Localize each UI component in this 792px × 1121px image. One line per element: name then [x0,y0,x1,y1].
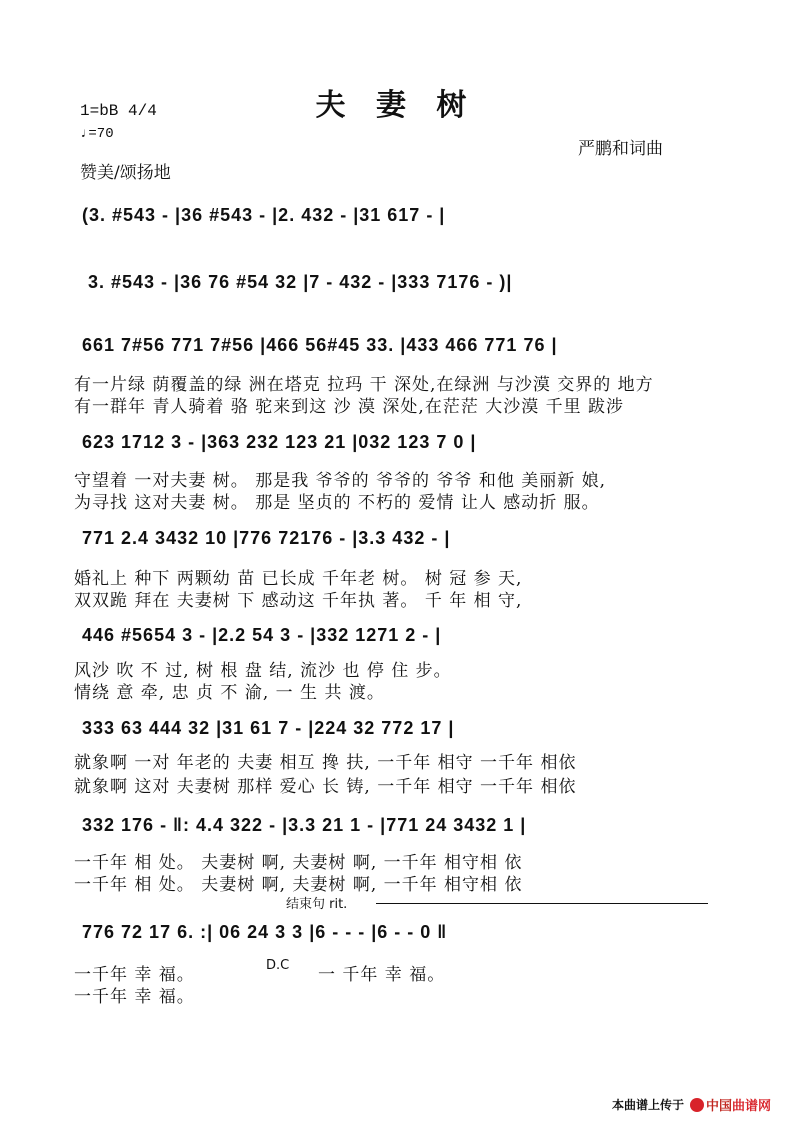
lyric-row-4-verse-1: 守望着 一对夫妻 树。 那是我 爷爷的 爷爷的 爷爷 和他 美丽新 娘, [74,471,607,491]
score-row-7: 333 63 444 32 |31 61 7 - |224 32 772 17 | [82,718,455,738]
site-logo-icon [690,1098,704,1112]
lyric-row-6-verse-2: 情绕 意 牵, 忠 贞 不 渝, 一 生 共 渡。 [74,683,385,703]
lyric-row-3-verse-2: 有一群年 青人骑着 骆 驼来到这 沙 漠 深处,在茫茫 大沙漠 千里 跋涉 [74,397,625,417]
score-row-5: 771 2.4 3432 10 |776 72176 - |3.3 432 - | [82,528,451,548]
key-signature: 1=bB 4/4 [80,102,157,120]
lyric-row-4-verse-2: 为寻找 这对夫妻 树。 那是 坚贞的 不朽的 爱情 让人 感动折 服。 [74,493,600,513]
upload-note: 本曲谱上传于 [612,1098,685,1112]
lyric-row-6-verse-1: 风沙 吹 不 过, 树 根 盘 结, 流沙 也 停 住 步。 [74,661,452,681]
lyric-row-3-verse-1: 有一片绿 荫覆盖的绿 洲在塔克 拉玛 干 深处,在绿洲 与沙漠 交界的 地方 [74,375,654,395]
score-row-8: 332 176 - ‖: 4.4 322 - |3.3 21 1 - |771 24 3432 1 | [82,815,527,835]
lyric-row-9-verse-1: 一千年 幸 福。 [74,965,195,985]
score-row-6: 446 #5654 3 - |2.2 54 3 - |332 1271 2 - | [82,625,442,645]
page-title: 夫 妻 树 [315,88,477,123]
rit-line [376,903,708,904]
score-row-3: 661 7#56 771 7#56 |466 56#45 33. |433 466 771 76 | [82,335,558,355]
lyric-row-8-verse-2: 一千年 相 处。 夫妻树 啊, 夫妻树 啊, 一千年 相守相 依 [74,875,523,895]
score-row-1: (3. #543 - |36 #543 - |2. 432 - |31 617 - | [82,205,446,225]
score-row-9: 776 72 17 6. :| 06 24 3 3 |6 - - - |6 - - 0 ‖ [82,922,448,942]
lyric-row-7-verse-1: 就象啊 一对 年老的 夫妻 相互 搀 扶, 一千年 相守 一千年 相依 [74,753,577,773]
score-row-4: 623 1712 3 - |363 232 123 21 |032 123 7 0 | [82,432,477,452]
expression-marking: 赞美/颂扬地 [80,163,171,183]
site-logo [690,1095,771,1114]
lyric-row-8-verse-1: 一千年 相 处。 夫妻树 啊, 夫妻树 啊, 一千年 相守相 依 [74,853,523,873]
site-logo-prefix: 中国 [706,1099,733,1114]
score-row-2: 3. #543 - |36 76 #54 32 |7 - 432 - |333 7176 - )| [88,272,513,292]
lyric-row-9-verse-2: 一千年 幸 福。 [74,987,195,1007]
lyric-row-5-verse-2: 双双跪 拜在 夫妻树 下 感动这 千年执 著。 千 年 相 守, [74,591,523,611]
lyric-row-5-verse-1: 婚礼上 种下 两颗幼 苗 已长成 千年老 树。 树 冠 参 天, [74,569,523,589]
lyric-row-7-verse-2: 就象啊 这对 夫妻树 那样 爱心 长 铸, 一千年 相守 一千年 相依 [74,777,577,797]
dc-marking: D.C [266,958,290,973]
tempo-marking: ♩=70 [80,126,114,142]
lyric-row-9-coda: 一 千年 幸 福。 [318,965,446,985]
site-logo-name: 曲谱网 [732,1099,772,1114]
ending-rit-marking: 结束句 rit. [286,897,348,912]
credit: 严鹏和词曲 [578,139,663,159]
